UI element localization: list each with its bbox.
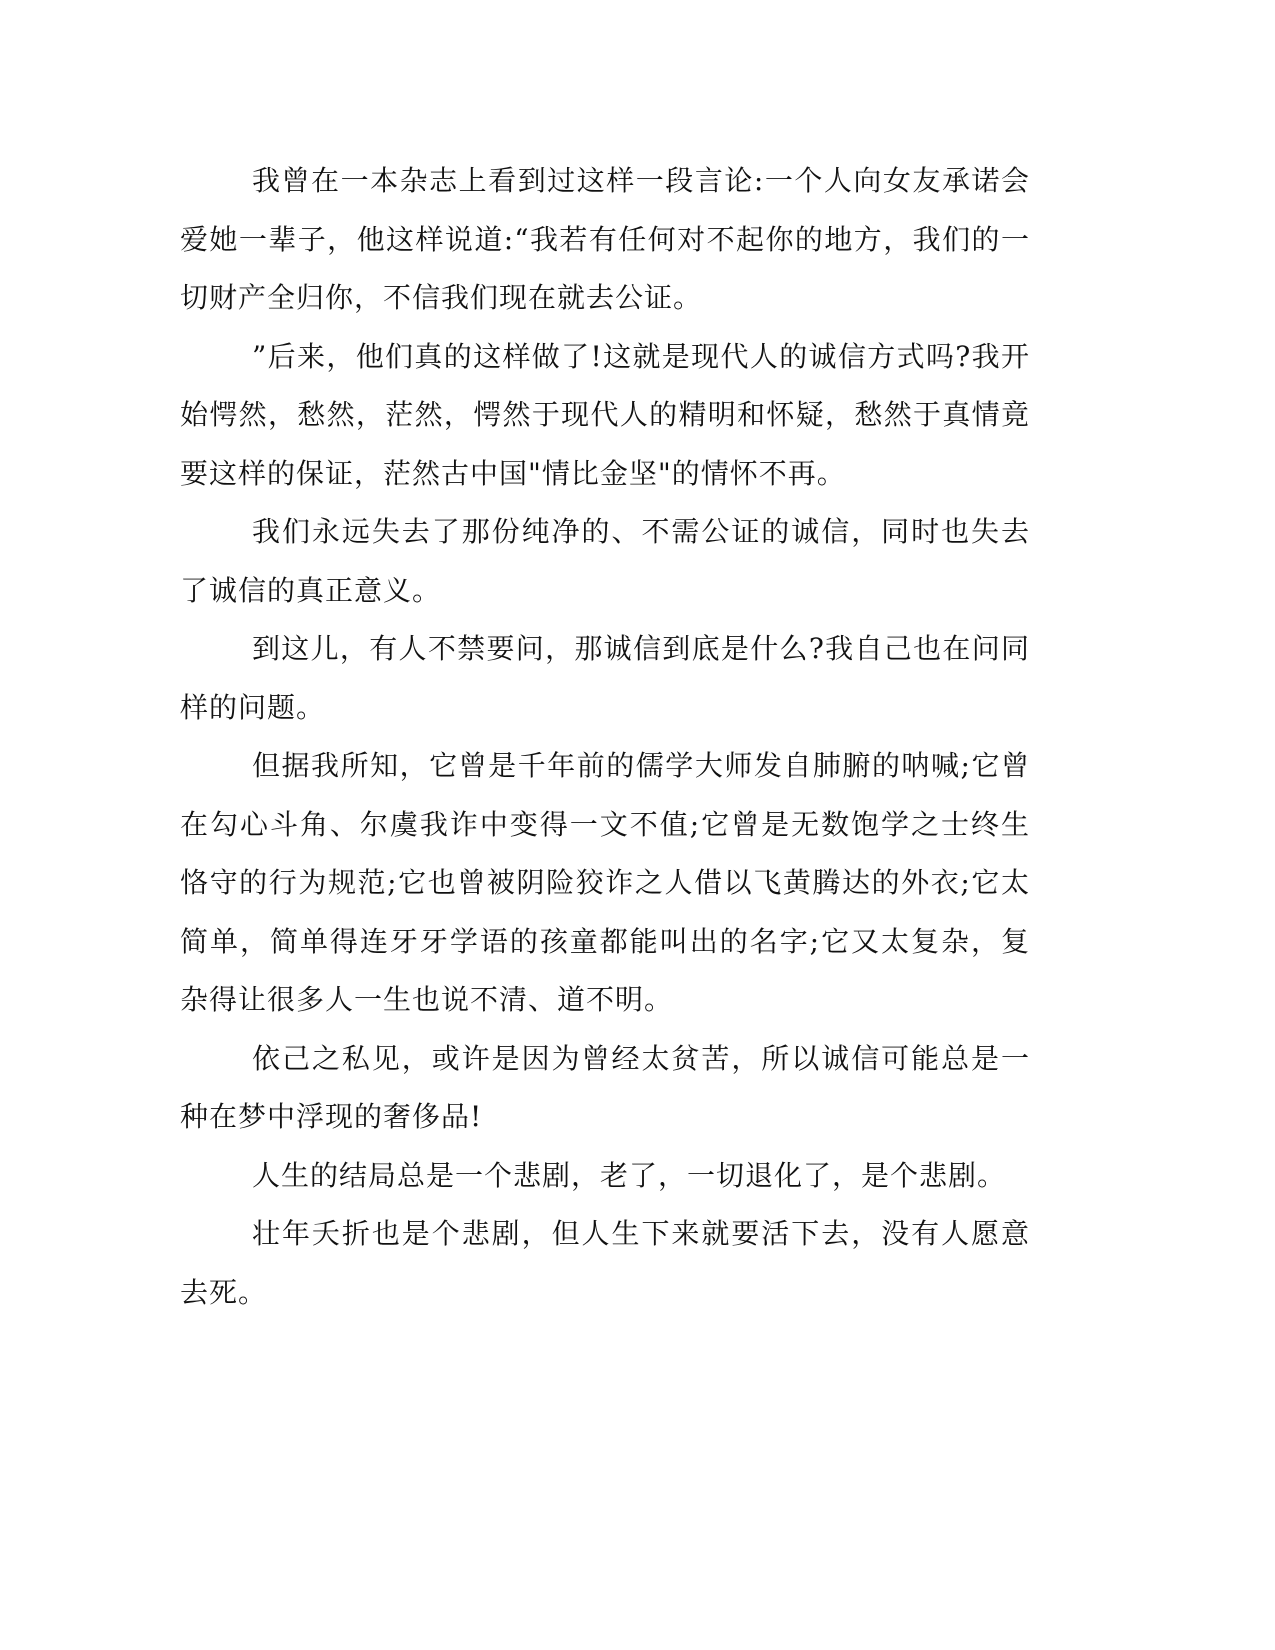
paragraph-lost-integrity: 我们永远失去了那份纯净的、不需公证的诚信，同时也失去了诚信的真正意义。 xyxy=(180,515,1030,607)
paragraph-life-tragedy: 人生的结局总是一个悲剧，老了，一切退化了，是个悲剧。 xyxy=(252,1158,1007,1192)
paragraph-question: 到这儿，有人不禁要问，那诚信到底是什么?我自己也在问同样的问题。 xyxy=(180,632,1030,724)
paragraph-history-of-integrity: 但据我所知，它曾是千年前的儒学大师发自肺腑的呐喊;它曾在勾心斗角、尔虞我诈中变得一文不值;它曾是无数饱学之士终生恪守的行为规范;它也曾被阴险狡诈之人借以飞黄腾达的外衣;它太简单，简单得连牙牙学语的孩童都能叫出的名字;它又太复杂，复杂得让很多人一生也说不清、道不明。 xyxy=(180,749,1030,1016)
paragraph-magazine-quote: 我曾在一本杂志上看到过这样一段言论:一个人向女友承诺会爱她一辈子，他这样说道:“我若有任何对不起你的地方，我们的一切财产全归你，不信我们现在就去公证。 xyxy=(180,164,1030,314)
paragraph-early-death: 壮年夭折也是个悲剧，但人生下来就要活下去，没有人愿意去死。 xyxy=(180,1217,1030,1309)
paragraph-personal-view: 依己之私见，或许是因为曾经太贫苦，所以诚信可能总是一种在梦中浮现的奢侈品! xyxy=(180,1041,1030,1133)
document-page xyxy=(180,152,1030,1322)
paragraph-reaction: ”后来，他们真的这样做了!这就是现代人的诚信方式吗?我开始愕然，愁然，茫然，愕然于现代人的精明和怀疑，愁然于真情竟要这样的保证，茫然古中国"情比金坚"的情怀不再。 xyxy=(180,339,1030,490)
